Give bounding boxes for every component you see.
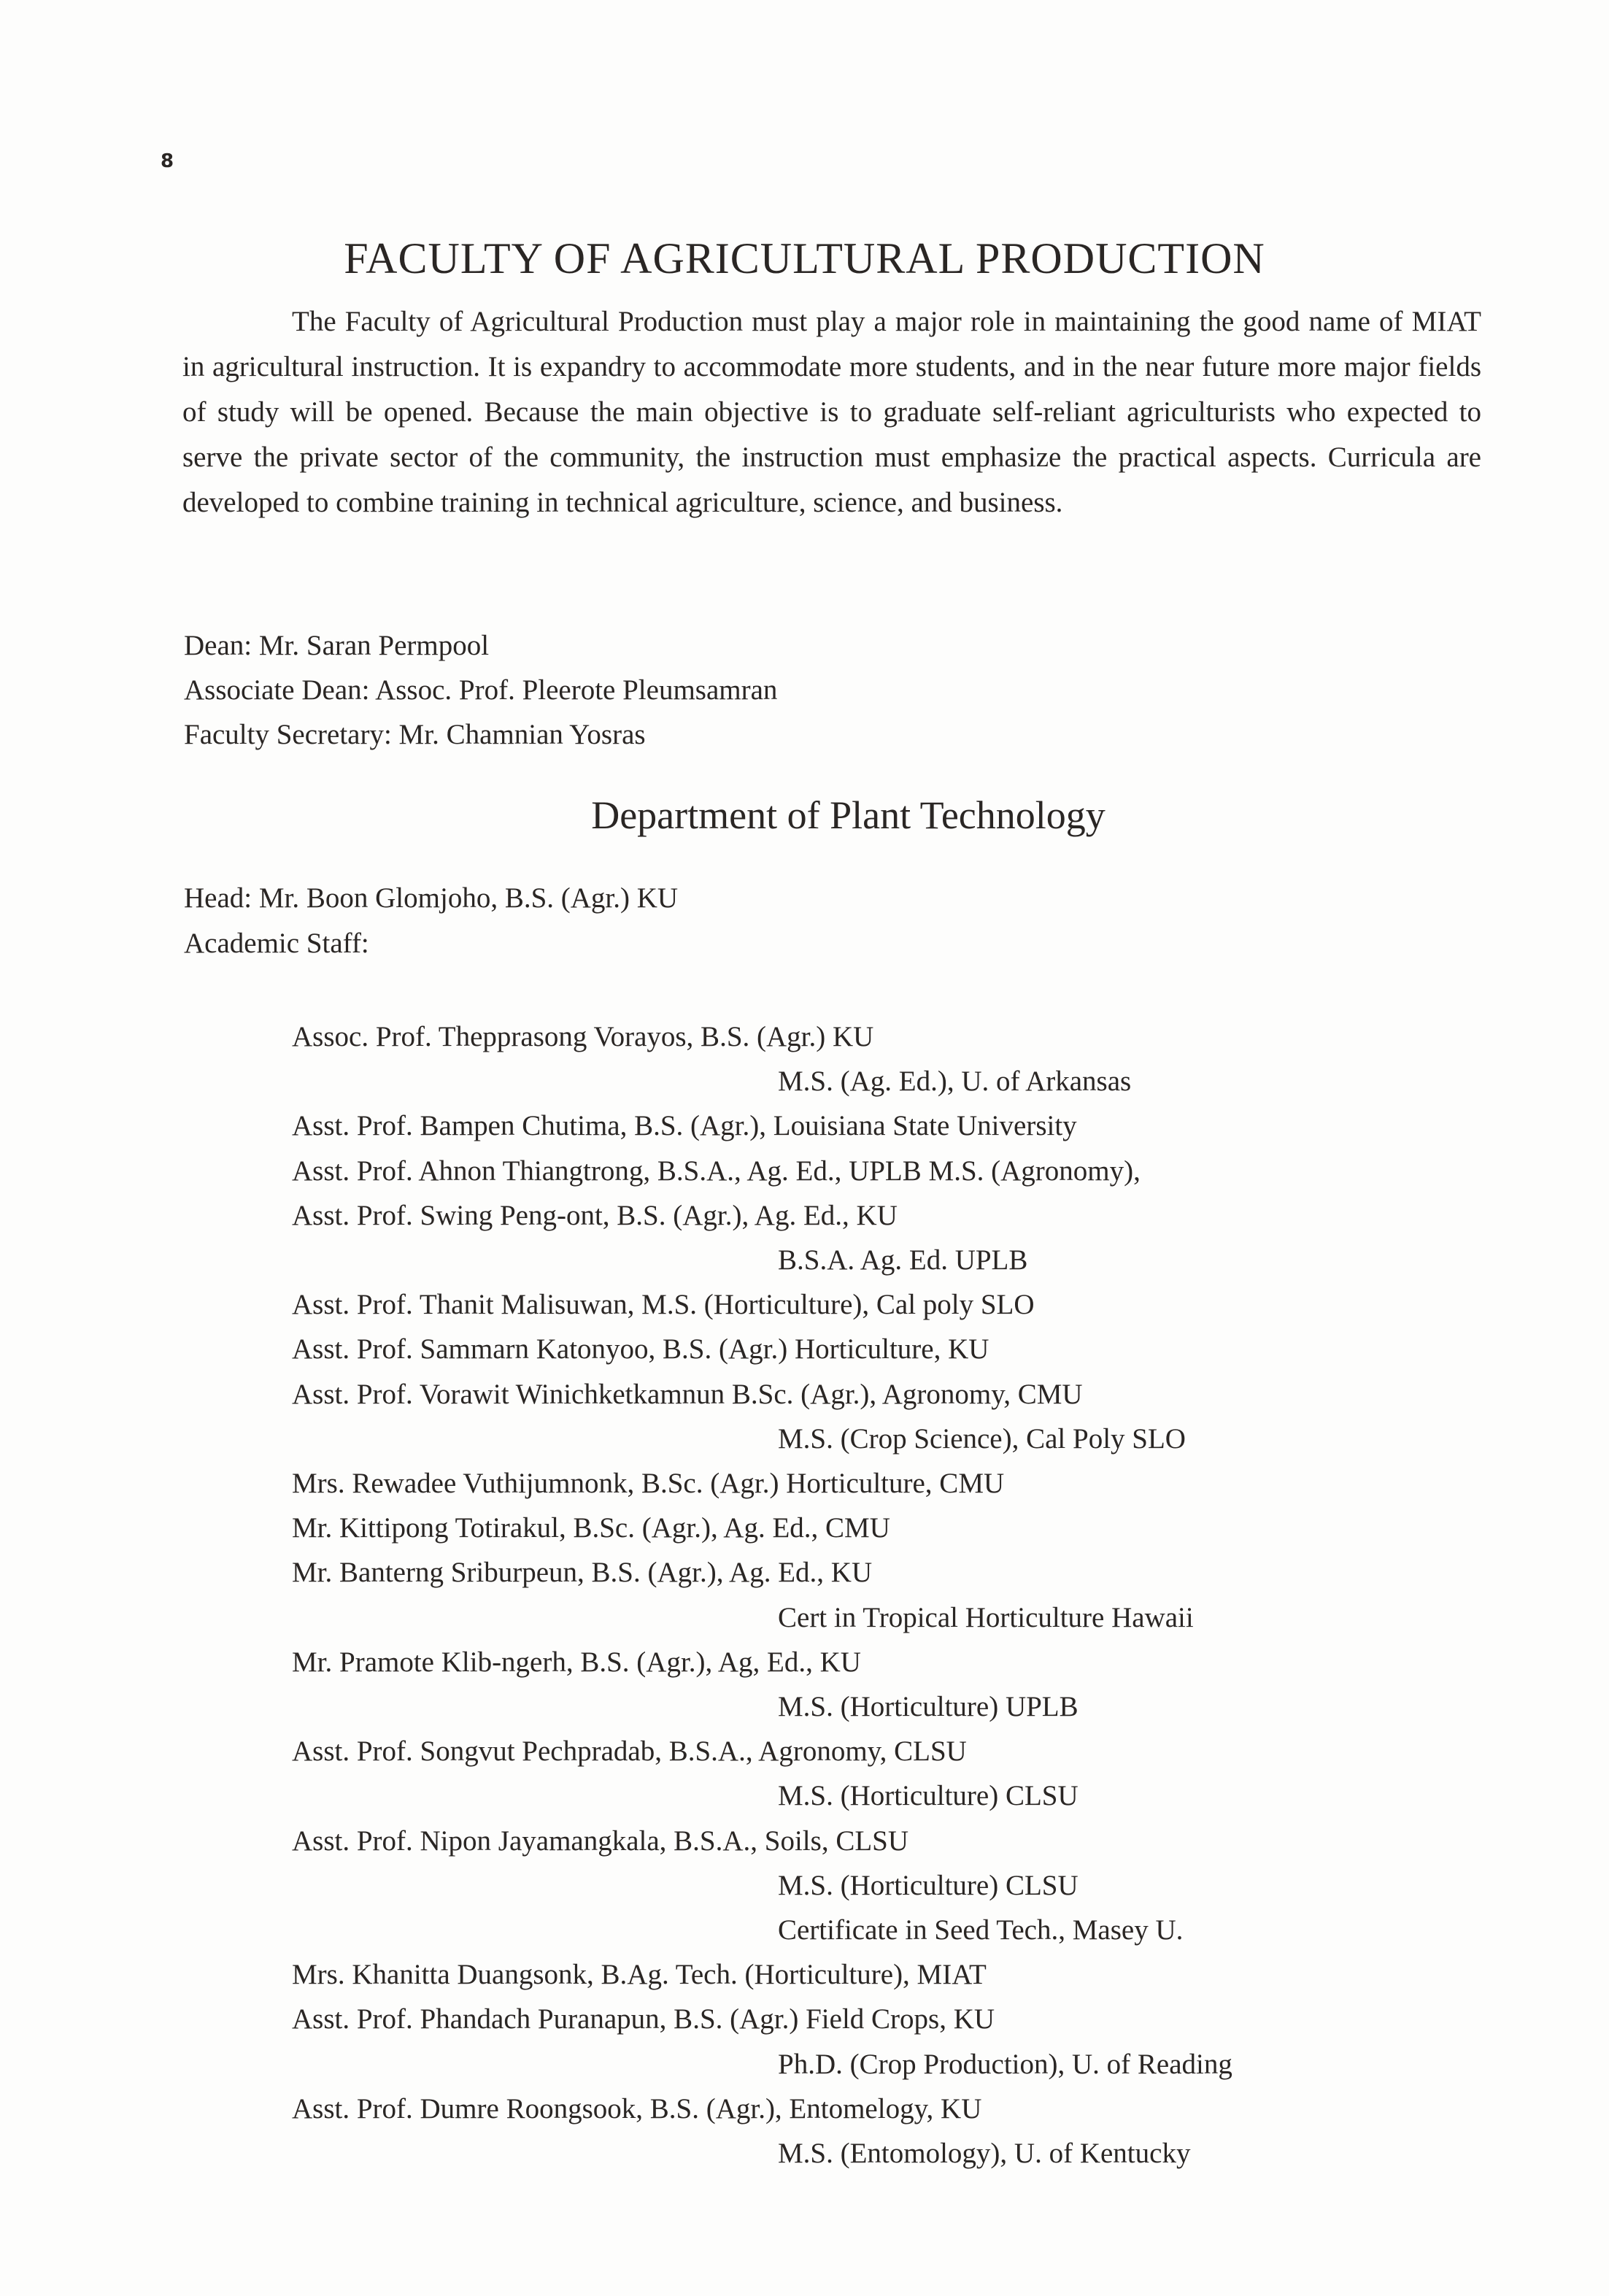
- staff-entry: Assoc. Prof. Thepprasong Vorayos, B.S. (Agr.) KU: [292, 1021, 874, 1052]
- staff-entry: Mr. Pramote Klib-ngerh, B.S. (Agr.), Ag, Ed., KU: [292, 1646, 861, 1678]
- staff-qualification-continuation: M.S. (Horticulture) CLSU: [778, 1870, 1079, 1901]
- staff-entry: Asst. Prof. Phandach Puranapun, B.S. (Agr.) Field Crops, KU: [292, 2003, 995, 2035]
- associate-dean-line: Associate Dean: Assoc. Prof. Pleerote Pleumsamran: [184, 674, 778, 706]
- staff-entry: Mrs. Rewadee Vuthijumnonk, B.Sc. (Agr.) Horticulture, CMU: [292, 1468, 1005, 1499]
- staff-entry: Asst. Prof. Vorawit Winichketkamnun B.Sc. (Agr.), Agronomy, CMU: [292, 1379, 1083, 1410]
- staff-qualification-continuation: M.S. (Entomology), U. of Kentucky: [778, 2138, 1191, 2169]
- staff-qualification-continuation: M.S. (Horticulture) CLSU: [778, 1780, 1079, 1811]
- staff-qualification-continuation: Cert in Tropical Horticulture Hawaii: [778, 1602, 1194, 1633]
- faculty-intro-paragraph: The Faculty of Agricultural Production must play a major role in maintaining the good name of MIAT in agricultural instruction. It is expandry to accommodate more students, and in the near future more major fields of study will be opened. Because the main objective is to graduate self-reliant agriculturists who expected to serve the private sector of the community, the instruction must emphasize the practical aspects. Curricula are developed to combine training in technical agriculture, science, and business.: [182, 306, 1481, 518]
- staff-entry: Asst. Prof. Dumre Roongsook, B.S. (Agr.), Entomelogy, KU: [292, 2093, 982, 2124]
- staff-qualification-continuation: M.S. (Crop Science), Cal Poly SLO: [778, 1423, 1186, 1455]
- academic-staff-label: Academic Staff:: [184, 928, 369, 959]
- staff-entry: Asst. Prof. Sammarn Katonyoo, B.S. (Agr.) Horticulture, KU: [292, 1333, 989, 1365]
- staff-entry: Mr. Kittipong Totirakul, B.Sc. (Agr.), Ag. Ed., CMU: [292, 1512, 890, 1544]
- faculty-title: FACULTY OF AGRICULTURAL PRODUCTION: [344, 234, 1265, 282]
- staff-entry: Asst. Prof. Thanit Malisuwan, M.S. (Horticulture), Cal poly SLO: [292, 1289, 1035, 1320]
- dean-line: Dean: Mr. Saran Permpool: [184, 630, 490, 661]
- staff-entry: Mr. Banterng Sriburpeun, B.S. (Agr.), Ag. Ed., KU: [292, 1557, 873, 1588]
- department-head-line: Head: Mr. Boon Glomjoho, B.S. (Agr.) KU: [184, 882, 679, 914]
- staff-qualification-continuation: Certificate in Seed Tech., Masey U.: [778, 1914, 1184, 1946]
- staff-qualification-continuation: M.S. (Ag. Ed.), U. of Arkansas: [778, 1066, 1132, 1097]
- staff-qualification-continuation: B.S.A. Ag. Ed. UPLB: [778, 1244, 1028, 1276]
- staff-qualification-continuation: Ph.D. (Crop Production), U. of Reading: [778, 2049, 1232, 2080]
- staff-qualification-continuation: M.S. (Horticulture) UPLB: [778, 1691, 1079, 1722]
- staff-entry: Mrs. Khanitta Duangsonk, B.Ag. Tech. (Horticulture), MIAT: [292, 1959, 987, 1990]
- staff-entry: Asst. Prof. Songvut Pechpradab, B.S.A., Agronomy, CLSU: [292, 1736, 967, 1767]
- department-title: Department of Plant Technology: [591, 793, 1106, 837]
- staff-entry: Asst. Prof. Ahnon Thiangtrong, B.S.A., Ag. Ed., UPLB M.S. (Agronomy),: [292, 1155, 1141, 1187]
- staff-entry: Asst. Prof. Swing Peng-ont, B.S. (Agr.), Ag. Ed., KU: [292, 1200, 898, 1231]
- page-number: 8: [161, 150, 174, 172]
- staff-entry: Asst. Prof. Bampen Chutima, B.S. (Agr.), Louisiana State University: [292, 1110, 1077, 1141]
- faculty-secretary-line: Faculty Secretary: Mr. Chamnian Yosras: [184, 719, 646, 750]
- staff-entry: Asst. Prof. Nipon Jayamangkala, B.S.A., Soils, CLSU: [292, 1825, 909, 1857]
